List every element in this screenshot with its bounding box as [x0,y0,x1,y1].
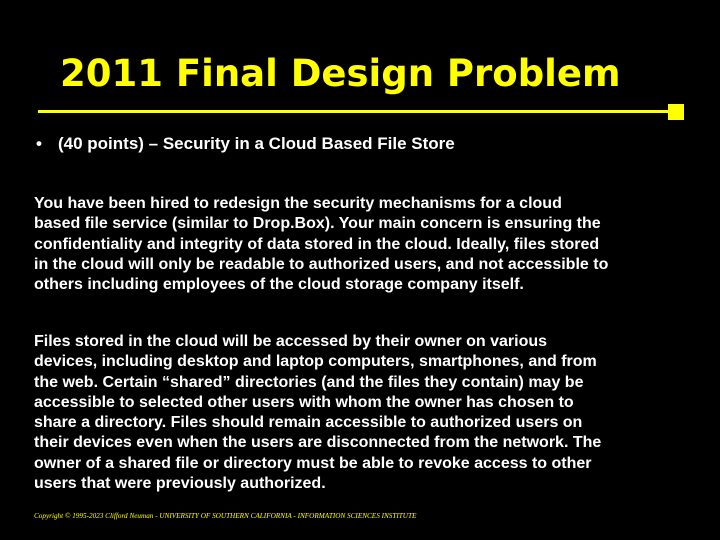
title-underline-endcap [668,104,684,120]
paragraph-line: confidentiality and integrity of data stored in the cloud. Ideally, files stored [34,235,600,253]
paragraph-line: owner of a shared file or directory must be able to revoke access to other [34,454,592,472]
bullet-marker: • [36,134,42,153]
slide-title: 2011 Final Design Problem [60,52,621,95]
paragraph-line: share a directory. Files should remain accessible to authorized users on [34,414,583,432]
paragraph-line: based file service (similar to Drop.Box). Your main concern is ensuring the [34,215,601,233]
bullet-text: (40 points) – Security in a Cloud Based File Store [58,134,455,153]
paragraph-line: the web. Certain “shared” directories (and the files they contain) may be [34,373,584,391]
paragraph-line: their devices even when the users are disconnected from the network. The [34,434,602,452]
paragraph-1 [34,194,694,295]
paragraph-line: others including employees of the cloud storage company itself. [34,276,524,294]
copyright-footer: Copyright © 1995-2023 Clifford Neuman - UNIVERSITY OF SOUTHERN CALIFORNIA - INFORMATION SCIENCES INSTITUTE [34,512,417,520]
bullet-item [36,133,455,155]
paragraph-line: users that were previously authorized. [34,475,326,493]
title-underline [38,110,672,113]
paragraph-2 [34,332,694,494]
paragraph-line: in the cloud will only be readable to authorized users, and not accessible to [34,255,609,273]
paragraph-line: accessible to selected other users with whom the owner has chosen to [34,393,574,411]
paragraph-line: You have been hired to redesign the security mechanisms for a cloud [34,195,562,212]
paragraph-line: Files stored in the cloud will be accessed by their owner on various [34,333,548,350]
paragraph-line: devices, including desktop and laptop computers, smartphones, and from [34,353,597,371]
